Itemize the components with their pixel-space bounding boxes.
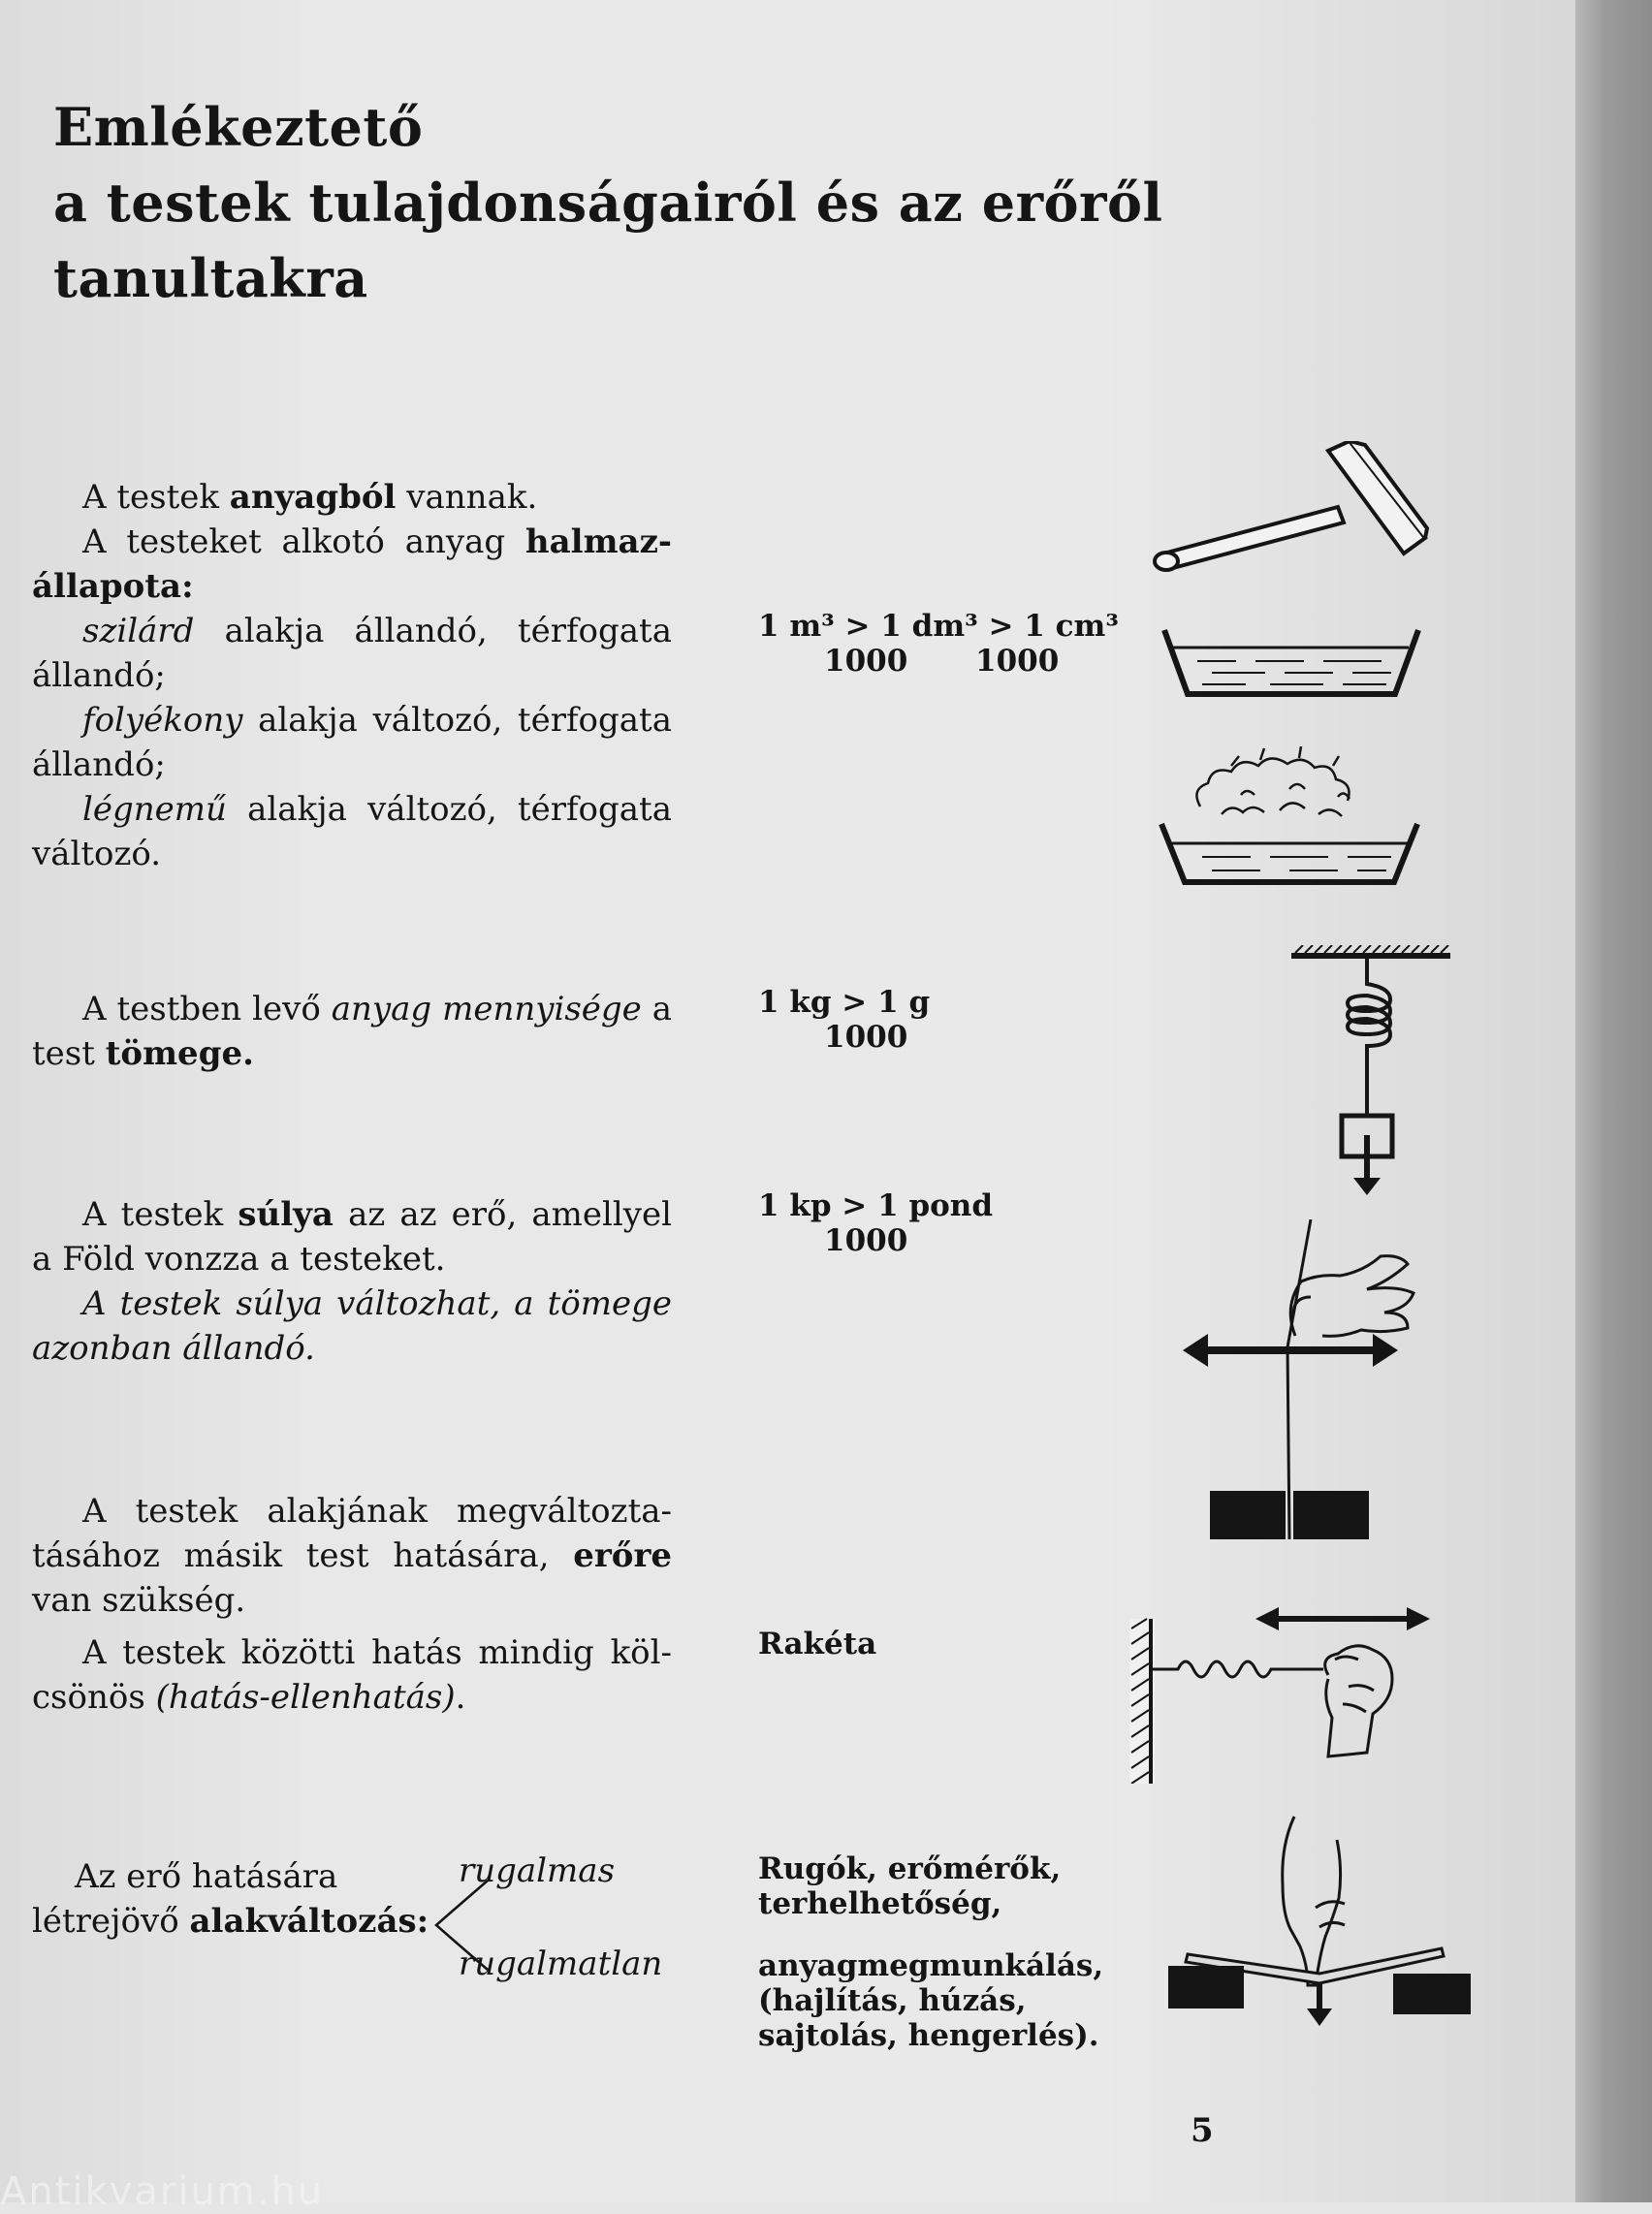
weight-units-factor: 1000 (824, 1223, 908, 1258)
weight-units (758, 1188, 993, 1258)
page-edge-shadow (1575, 0, 1652, 2202)
gas-line: légnemű alakja változó, térfogata változó. (32, 790, 672, 873)
weight-sentence: A testek súlya az az erő, amellyel a Föld vonzza a testeket. (32, 1195, 672, 1279)
page-title (53, 89, 1163, 316)
volume-units-line: 1 m³ > 1 dm³ > 1 cm³ (758, 609, 1119, 644)
liquid-line: folyékony alakja változó, térfogata állandó; (32, 701, 672, 784)
deformation-section (32, 1842, 711, 2007)
solid-line: szilárd alakja állandó, térfogata állandó; (32, 612, 672, 695)
mass-units-factor: 1000 (824, 1020, 908, 1055)
states-of-matter-section (32, 475, 672, 876)
hand-thread-icon (1183, 1219, 1415, 1539)
hammer-icon (1144, 441, 1435, 577)
inelastic-example-2: (hajlítás, húzás, (758, 1983, 1027, 2018)
aggregate-sentence: A testeket alkotó anyag halmaz-állapota: (32, 522, 672, 606)
weight-note: A testek súlya változhat, a tömege azonban állandó. (32, 1284, 672, 1368)
wall-spring-icon (1129, 1599, 1440, 1784)
rocket-label: Rakéta (758, 1627, 877, 1661)
force-sentence: A testek alakjának megváltozta-tásához másik test hatására, erőre van szükség. (32, 1492, 672, 1620)
title-line-1: Emlékeztető (53, 96, 424, 158)
elastic-example-1: Rugók, erőmérők, (758, 1851, 1062, 1886)
volume-units-factors: 1000 1000 (824, 644, 1060, 679)
weight-units-line: 1 kp > 1 pond (758, 1188, 994, 1223)
mass-sentence: A testben levő anyag mennyisége a test tömege. (32, 990, 672, 1073)
title-line-3: tanultakra (53, 247, 368, 309)
weight-section (32, 1192, 672, 1371)
elastic-label: rugalmas (459, 1851, 616, 1890)
volume-units (758, 609, 1119, 679)
water-tray-icon (1159, 620, 1425, 708)
page-number: 5 (1191, 2111, 1214, 2150)
inelastic-example-3: sajtolás, hengerlés). (758, 2018, 1099, 2053)
inelastic-example-1: anyagmegmunkálás, (758, 1948, 1104, 1983)
mass-section (32, 987, 672, 1076)
matter-sentence: A testek anyagból vannak. (82, 478, 538, 517)
mass-units-line: 1 kg > 1 g (758, 985, 931, 1020)
elastic-examples (758, 1851, 1061, 1921)
interaction-sentence: A testek közötti hatás mindig köl-csönös (hatás-ellenhatás). (32, 1633, 672, 1717)
elastic-example-2: terhelhetőség, (758, 1886, 1002, 1921)
watermark: Antikvarium.hu (0, 2169, 325, 2214)
spring-weight-icon (1289, 945, 1454, 1202)
bent-bar-icon (1168, 1811, 1474, 2029)
deformation-line-2: létrejövő alakváltozás: (32, 1902, 429, 1941)
deformation-line-1: Az erő hatására (75, 1857, 338, 1896)
force-section (32, 1489, 672, 1720)
title-line-2: a testek tulajdonságairól és az erőről (53, 172, 1163, 234)
mass-units (758, 985, 930, 1055)
inelastic-examples (758, 1948, 1103, 2053)
inelastic-label: rugalmatlan (459, 1945, 663, 1983)
steam-tray-icon (1154, 746, 1425, 892)
